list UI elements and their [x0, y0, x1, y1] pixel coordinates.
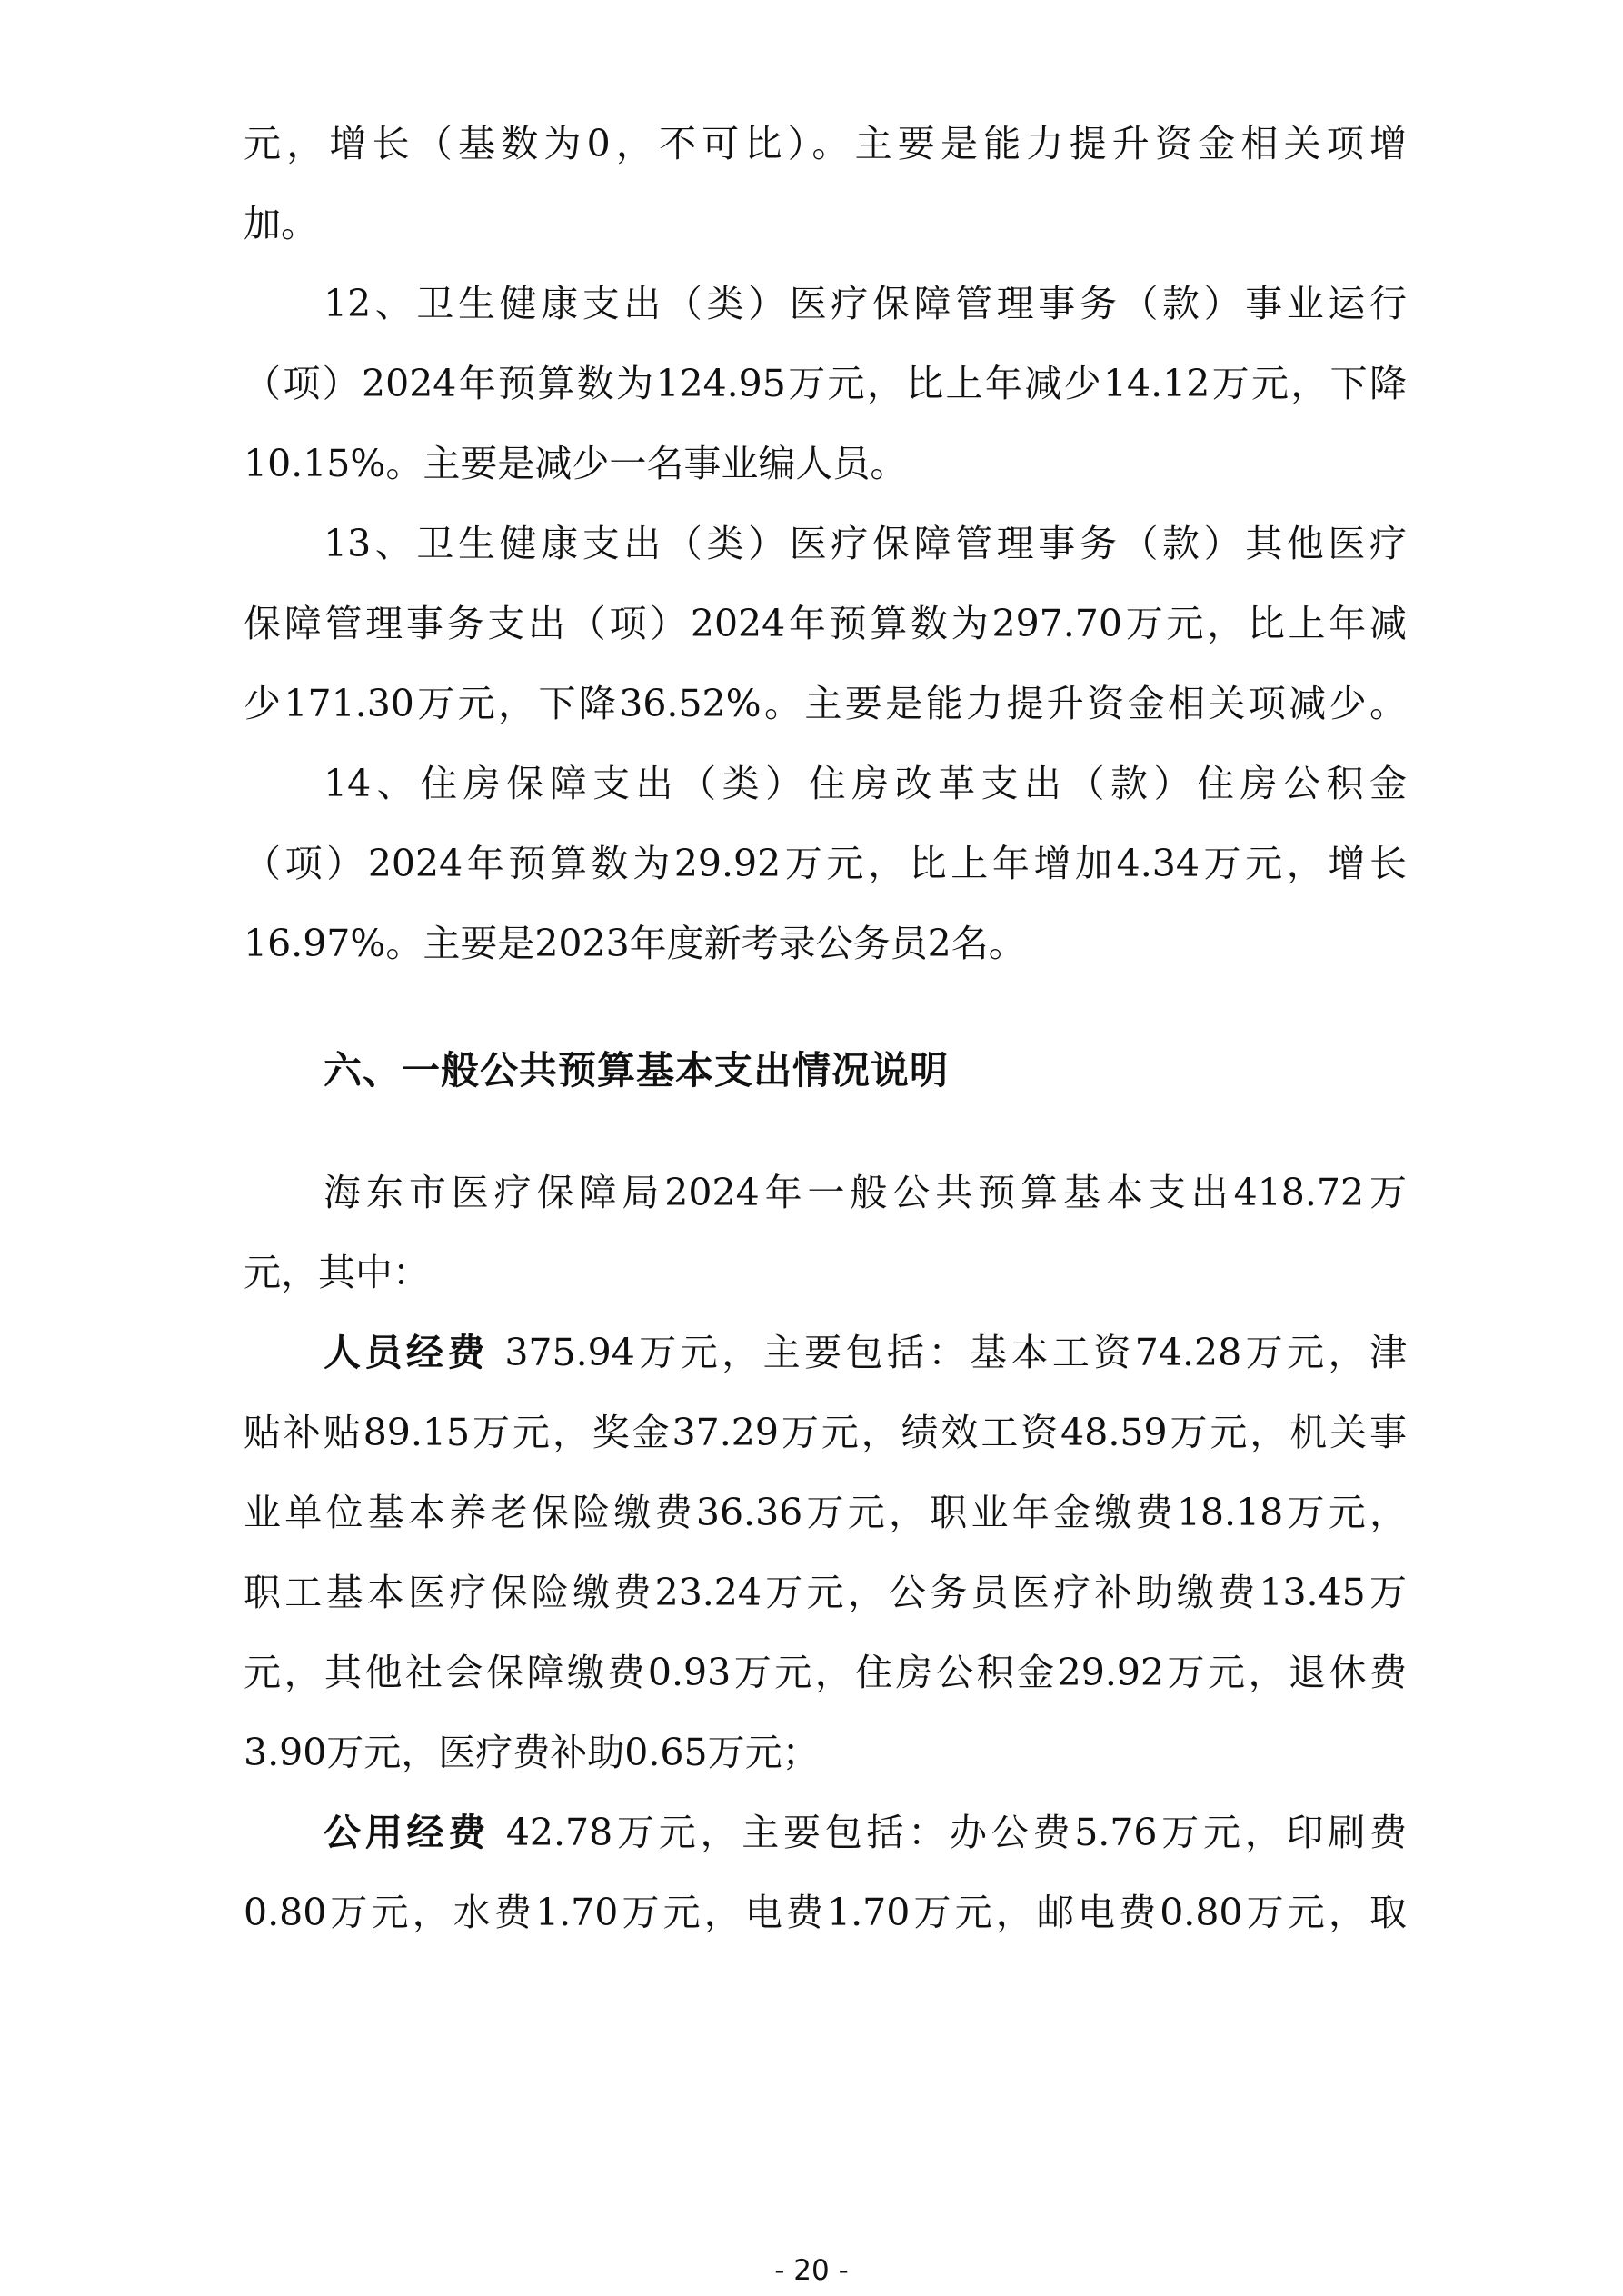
text-line: 13、卫生健康支出（类）医疗保障管理事务（款）其他医疗 [324, 522, 1407, 565]
text-line: 元，其他社会保障缴费0.93万元，住房公积金29.92万元，退休费 [244, 1651, 1407, 1694]
text-line: 保障管理事务支出（项）2024年预算数为297.70万元，比上年减 [244, 602, 1407, 645]
personnel-label: 人员经费 [324, 1331, 489, 1374]
text-line: 16.97%。主要是2023年度新考录公务员2名。 [244, 922, 1026, 965]
text-line [244, 1805, 1407, 1860]
text-line: 元，增长（基数为0，不可比）。主要是能力提升资金相关项增 [244, 122, 1407, 165]
text-span: 375.94万元，主要包括：基本工资74.28万元，津 [504, 1331, 1407, 1374]
text-line: 14、住房保障支出（类）住房改革支出（款）住房公积金 [324, 762, 1407, 805]
text-line: 元，其中： [244, 1251, 430, 1294]
text-line: 3.90万元，医疗费补助0.65万元； [244, 1731, 820, 1774]
text-line: 10.15%。主要是减少一名事业编人员。 [244, 442, 908, 485]
text-line: 0.80万元，水费1.70万元，电费1.70万元，邮电费0.80万元，取 [244, 1891, 1407, 1934]
text-line [244, 1325, 1407, 1380]
text-line: 职工基本医疗保险缴费23.24万元，公务员医疗补助缴费13.45万 [244, 1571, 1407, 1614]
page-number: - 20 - [774, 2254, 849, 2287]
text-line: 业单位基本养老保险缴费36.36万元，职业年金缴费18.18万元， [244, 1491, 1407, 1534]
text-line: 少171.30万元，下降36.52%。主要是能力提升资金相关项减少。 [244, 682, 1407, 725]
text-line: 海东市医疗保障局2024年一般公共预算基本支出418.72万 [324, 1171, 1407, 1214]
section-heading: 六、一般公共预算基本支出情况说明 [324, 1048, 950, 1093]
text-span: 42.78万元，主要包括：办公费5.76万元，印刷费 [505, 1811, 1407, 1854]
text-line: （项）2024年预算数为29.92万元，比上年增加4.34万元，增长 [244, 842, 1407, 885]
text-line: 12、卫生健康支出（类）医疗保障管理事务（款）事业运行 [324, 282, 1407, 325]
text-line: 贴补贴89.15万元，奖金37.29万元，绩效工资48.59万元，机关事 [244, 1411, 1407, 1454]
text-line: （项）2024年预算数为124.95万元，比上年减少14.12万元，下降 [244, 362, 1407, 405]
text-line: 加。 [244, 202, 318, 245]
public-label: 公用经费 [324, 1811, 491, 1854]
